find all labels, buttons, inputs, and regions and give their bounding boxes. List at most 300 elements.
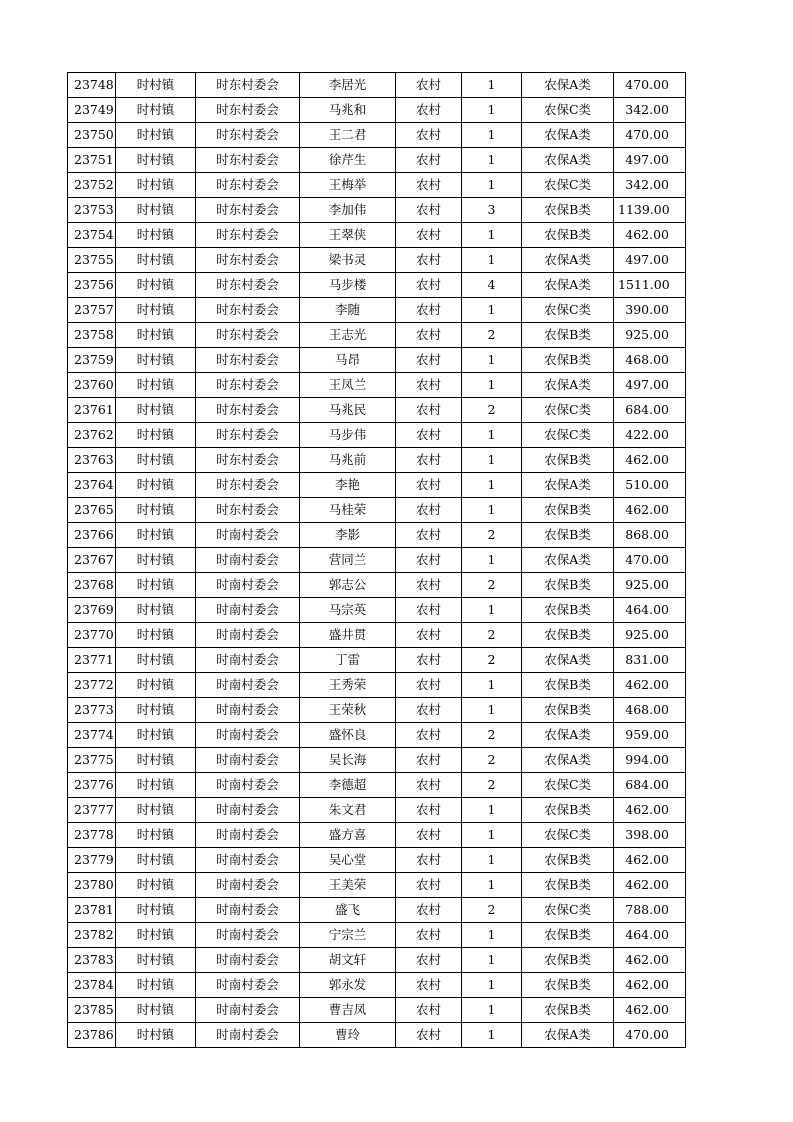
household-count-cell: 1 <box>462 948 522 973</box>
serial-number-cell: 23761 <box>68 398 116 423</box>
area-type-cell: 农村 <box>396 998 462 1023</box>
village-committee-cell: 时东村委会 <box>196 473 300 498</box>
table-body <box>68 73 686 1048</box>
amount-cell: 497.00 <box>614 148 686 173</box>
serial-number-cell: 23774 <box>68 723 116 748</box>
serial-number-cell: 23752 <box>68 173 116 198</box>
insurance-class-cell: 农保B类 <box>522 973 614 998</box>
serial-number-cell: 23757 <box>68 298 116 323</box>
household-count-cell: 1 <box>462 298 522 323</box>
area-type-cell: 农村 <box>396 798 462 823</box>
name-cell: 马步楼 <box>300 273 396 298</box>
table-row <box>68 898 686 923</box>
amount-cell: 470.00 <box>614 548 686 573</box>
village-committee-cell: 时南村委会 <box>196 698 300 723</box>
area-type-cell: 农村 <box>396 923 462 948</box>
household-count-cell: 1 <box>462 848 522 873</box>
name-cell: 李影 <box>300 523 396 548</box>
household-count-cell: 2 <box>462 623 522 648</box>
village-committee-cell: 时东村委会 <box>196 123 300 148</box>
serial-number-cell: 23777 <box>68 798 116 823</box>
insurance-class-cell: 农保B类 <box>522 573 614 598</box>
table-row <box>68 348 686 373</box>
insurance-class-cell: 农保A类 <box>522 1023 614 1048</box>
township-cell: 时村镇 <box>116 448 196 473</box>
serial-number-cell: 23775 <box>68 748 116 773</box>
insurance-class-cell: 农保C类 <box>522 98 614 123</box>
data-table <box>67 72 686 1048</box>
table-row <box>68 248 686 273</box>
village-committee-cell: 时南村委会 <box>196 598 300 623</box>
household-count-cell: 1 <box>462 73 522 98</box>
village-committee-cell: 时南村委会 <box>196 748 300 773</box>
township-cell: 时村镇 <box>116 73 196 98</box>
amount-cell: 868.00 <box>614 523 686 548</box>
table-row <box>68 398 686 423</box>
name-cell: 李德超 <box>300 773 396 798</box>
amount-cell: 925.00 <box>614 573 686 598</box>
amount-cell: 342.00 <box>614 173 686 198</box>
area-type-cell: 农村 <box>396 123 462 148</box>
serial-number-cell: 23759 <box>68 348 116 373</box>
township-cell: 时村镇 <box>116 498 196 523</box>
insurance-class-cell: 农保A类 <box>522 723 614 748</box>
township-cell: 时村镇 <box>116 98 196 123</box>
insurance-class-cell: 农保B类 <box>522 948 614 973</box>
amount-cell: 462.00 <box>614 448 686 473</box>
village-committee-cell: 时南村委会 <box>196 848 300 873</box>
name-cell: 朱文君 <box>300 798 396 823</box>
area-type-cell: 农村 <box>396 748 462 773</box>
village-committee-cell: 时南村委会 <box>196 723 300 748</box>
insurance-class-cell: 农保C类 <box>522 398 614 423</box>
household-count-cell: 1 <box>462 998 522 1023</box>
table-row <box>68 973 686 998</box>
area-type-cell: 农村 <box>396 273 462 298</box>
serial-number-cell: 23783 <box>68 948 116 973</box>
area-type-cell: 农村 <box>396 973 462 998</box>
name-cell: 王二君 <box>300 123 396 148</box>
name-cell: 曹吉凤 <box>300 998 396 1023</box>
amount-cell: 497.00 <box>614 373 686 398</box>
village-committee-cell: 时南村委会 <box>196 998 300 1023</box>
insurance-class-cell: 农保B类 <box>522 223 614 248</box>
household-count-cell: 2 <box>462 773 522 798</box>
table-row <box>68 798 686 823</box>
amount-cell: 510.00 <box>614 473 686 498</box>
amount-cell: 684.00 <box>614 773 686 798</box>
table-row <box>68 623 686 648</box>
household-count-cell: 1 <box>462 173 522 198</box>
insurance-class-cell: 农保A类 <box>522 148 614 173</box>
area-type-cell: 农村 <box>396 298 462 323</box>
amount-cell: 994.00 <box>614 748 686 773</box>
insurance-class-cell: 农保A类 <box>522 648 614 673</box>
area-type-cell: 农村 <box>396 423 462 448</box>
village-committee-cell: 时南村委会 <box>196 1023 300 1048</box>
area-type-cell: 农村 <box>396 373 462 398</box>
village-committee-cell: 时东村委会 <box>196 423 300 448</box>
village-committee-cell: 时东村委会 <box>196 373 300 398</box>
township-cell: 时村镇 <box>116 973 196 998</box>
household-count-cell: 1 <box>462 873 522 898</box>
household-count-cell: 3 <box>462 198 522 223</box>
insurance-class-cell: 农保B类 <box>522 798 614 823</box>
table-row <box>68 123 686 148</box>
amount-cell: 462.00 <box>614 848 686 873</box>
table-row <box>68 848 686 873</box>
township-cell: 时村镇 <box>116 198 196 223</box>
township-cell: 时村镇 <box>116 998 196 1023</box>
household-count-cell: 1 <box>462 598 522 623</box>
amount-cell: 462.00 <box>614 998 686 1023</box>
amount-cell: 398.00 <box>614 823 686 848</box>
table-row <box>68 673 686 698</box>
household-count-cell: 4 <box>462 273 522 298</box>
serial-number-cell: 23758 <box>68 323 116 348</box>
household-count-cell: 2 <box>462 398 522 423</box>
serial-number-cell: 23763 <box>68 448 116 473</box>
amount-cell: 462.00 <box>614 948 686 973</box>
village-committee-cell: 时东村委会 <box>196 173 300 198</box>
serial-number-cell: 23781 <box>68 898 116 923</box>
name-cell: 吴长海 <box>300 748 396 773</box>
amount-cell: 462.00 <box>614 223 686 248</box>
household-count-cell: 1 <box>462 498 522 523</box>
serial-number-cell: 23753 <box>68 198 116 223</box>
village-committee-cell: 时南村委会 <box>196 623 300 648</box>
village-committee-cell: 时东村委会 <box>196 223 300 248</box>
area-type-cell: 农村 <box>396 98 462 123</box>
table-row <box>68 748 686 773</box>
table-row <box>68 873 686 898</box>
township-cell: 时村镇 <box>116 1023 196 1048</box>
area-type-cell: 农村 <box>396 723 462 748</box>
township-cell: 时村镇 <box>116 748 196 773</box>
amount-cell: 468.00 <box>614 348 686 373</box>
serial-number-cell: 23755 <box>68 248 116 273</box>
amount-cell: 831.00 <box>614 648 686 673</box>
village-committee-cell: 时南村委会 <box>196 923 300 948</box>
amount-cell: 470.00 <box>614 73 686 98</box>
insurance-class-cell: 农保B类 <box>522 998 614 1023</box>
amount-cell: 925.00 <box>614 323 686 348</box>
serial-number-cell: 23782 <box>68 923 116 948</box>
household-count-cell: 2 <box>462 573 522 598</box>
amount-cell: 497.00 <box>614 248 686 273</box>
village-committee-cell: 时东村委会 <box>196 448 300 473</box>
amount-cell: 462.00 <box>614 873 686 898</box>
table-row <box>68 273 686 298</box>
township-cell: 时村镇 <box>116 523 196 548</box>
serial-number-cell: 23770 <box>68 623 116 648</box>
area-type-cell: 农村 <box>396 523 462 548</box>
township-cell: 时村镇 <box>116 373 196 398</box>
name-cell: 李随 <box>300 298 396 323</box>
name-cell: 王秀荣 <box>300 673 396 698</box>
name-cell: 胡文轩 <box>300 948 396 973</box>
insurance-class-cell: 农保A类 <box>522 373 614 398</box>
table-row <box>68 373 686 398</box>
insurance-class-cell: 农保B类 <box>522 623 614 648</box>
insurance-class-cell: 农保B类 <box>522 698 614 723</box>
table-row <box>68 148 686 173</box>
name-cell: 王翠侠 <box>300 223 396 248</box>
area-type-cell: 农村 <box>396 573 462 598</box>
area-type-cell: 农村 <box>396 598 462 623</box>
amount-cell: 470.00 <box>614 1023 686 1048</box>
household-count-cell: 1 <box>462 973 522 998</box>
area-type-cell: 农村 <box>396 823 462 848</box>
serial-number-cell: 23780 <box>68 873 116 898</box>
household-count-cell: 2 <box>462 523 522 548</box>
household-count-cell: 1 <box>462 673 522 698</box>
area-type-cell: 农村 <box>396 648 462 673</box>
insurance-class-cell: 农保C类 <box>522 823 614 848</box>
name-cell: 李艳 <box>300 473 396 498</box>
table-row <box>68 698 686 723</box>
insurance-class-cell: 农保B类 <box>522 873 614 898</box>
household-count-cell: 1 <box>462 923 522 948</box>
township-cell: 时村镇 <box>116 298 196 323</box>
serial-number-cell: 23778 <box>68 823 116 848</box>
name-cell: 马兆民 <box>300 398 396 423</box>
serial-number-cell: 23779 <box>68 848 116 873</box>
serial-number-cell: 23762 <box>68 423 116 448</box>
township-cell: 时村镇 <box>116 173 196 198</box>
insurance-class-cell: 农保B类 <box>522 523 614 548</box>
name-cell: 徐芹生 <box>300 148 396 173</box>
household-count-cell: 1 <box>462 148 522 173</box>
area-type-cell: 农村 <box>396 498 462 523</box>
household-count-cell: 1 <box>462 798 522 823</box>
township-cell: 时村镇 <box>116 923 196 948</box>
area-type-cell: 农村 <box>396 398 462 423</box>
amount-cell: 464.00 <box>614 923 686 948</box>
name-cell: 郭永发 <box>300 973 396 998</box>
insurance-class-cell: 农保A类 <box>522 248 614 273</box>
township-cell: 时村镇 <box>116 948 196 973</box>
village-committee-cell: 时东村委会 <box>196 198 300 223</box>
amount-cell: 462.00 <box>614 673 686 698</box>
township-cell: 时村镇 <box>116 423 196 448</box>
township-cell: 时村镇 <box>116 348 196 373</box>
name-cell: 马昂 <box>300 348 396 373</box>
serial-number-cell: 23768 <box>68 573 116 598</box>
household-count-cell: 1 <box>462 423 522 448</box>
village-committee-cell: 时南村委会 <box>196 773 300 798</box>
table-row <box>68 323 686 348</box>
insurance-class-cell: 农保A类 <box>522 748 614 773</box>
township-cell: 时村镇 <box>116 548 196 573</box>
name-cell: 马桂荣 <box>300 498 396 523</box>
township-cell: 时村镇 <box>116 723 196 748</box>
insurance-class-cell: 农保C类 <box>522 173 614 198</box>
area-type-cell: 农村 <box>396 898 462 923</box>
table-row <box>68 573 686 598</box>
name-cell: 马步伟 <box>300 423 396 448</box>
table-row <box>68 823 686 848</box>
name-cell: 马兆和 <box>300 98 396 123</box>
township-cell: 时村镇 <box>116 323 196 348</box>
area-type-cell: 农村 <box>396 548 462 573</box>
household-count-cell: 1 <box>462 248 522 273</box>
insurance-class-cell: 农保A类 <box>522 123 614 148</box>
village-committee-cell: 时东村委会 <box>196 348 300 373</box>
name-cell: 吴心堂 <box>300 848 396 873</box>
serial-number-cell: 23749 <box>68 98 116 123</box>
village-committee-cell: 时东村委会 <box>196 98 300 123</box>
village-committee-cell: 时南村委会 <box>196 798 300 823</box>
table-row <box>68 523 686 548</box>
area-type-cell: 农村 <box>396 323 462 348</box>
name-cell: 李加伟 <box>300 198 396 223</box>
township-cell: 时村镇 <box>116 823 196 848</box>
amount-cell: 464.00 <box>614 598 686 623</box>
township-cell: 时村镇 <box>116 623 196 648</box>
serial-number-cell: 23784 <box>68 973 116 998</box>
amount-cell: 1139.00 <box>614 198 686 223</box>
name-cell: 李居光 <box>300 73 396 98</box>
serial-number-cell: 23751 <box>68 148 116 173</box>
village-committee-cell: 时南村委会 <box>196 523 300 548</box>
insurance-class-cell: 农保C类 <box>522 773 614 798</box>
amount-cell: 462.00 <box>614 498 686 523</box>
serial-number-cell: 23760 <box>68 373 116 398</box>
table-row <box>68 298 686 323</box>
township-cell: 时村镇 <box>116 873 196 898</box>
area-type-cell: 农村 <box>396 73 462 98</box>
name-cell: 郭志公 <box>300 573 396 598</box>
insurance-class-cell: 农保B类 <box>522 923 614 948</box>
township-cell: 时村镇 <box>116 473 196 498</box>
table-row <box>68 73 686 98</box>
name-cell: 盛方喜 <box>300 823 396 848</box>
village-committee-cell: 时东村委会 <box>196 273 300 298</box>
village-committee-cell: 时南村委会 <box>196 823 300 848</box>
household-count-cell: 1 <box>462 823 522 848</box>
insurance-class-cell: 农保B类 <box>522 448 614 473</box>
serial-number-cell: 23756 <box>68 273 116 298</box>
village-committee-cell: 时南村委会 <box>196 898 300 923</box>
serial-number-cell: 23771 <box>68 648 116 673</box>
household-count-cell: 1 <box>462 373 522 398</box>
table-row <box>68 223 686 248</box>
township-cell: 时村镇 <box>116 398 196 423</box>
name-cell: 王荣秋 <box>300 698 396 723</box>
table-row <box>68 1023 686 1048</box>
area-type-cell: 农村 <box>396 473 462 498</box>
table-row <box>68 198 686 223</box>
household-count-cell: 2 <box>462 723 522 748</box>
insurance-class-cell: 农保B类 <box>522 598 614 623</box>
village-committee-cell: 时东村委会 <box>196 148 300 173</box>
household-count-cell: 1 <box>462 123 522 148</box>
village-committee-cell: 时东村委会 <box>196 398 300 423</box>
name-cell: 马宗英 <box>300 598 396 623</box>
name-cell: 马兆前 <box>300 448 396 473</box>
household-count-cell: 2 <box>462 898 522 923</box>
village-committee-cell: 时东村委会 <box>196 248 300 273</box>
insurance-class-cell: 农保B类 <box>522 673 614 698</box>
village-committee-cell: 时南村委会 <box>196 973 300 998</box>
amount-cell: 422.00 <box>614 423 686 448</box>
table-row <box>68 598 686 623</box>
name-cell: 王梅举 <box>300 173 396 198</box>
name-cell: 丁雷 <box>300 648 396 673</box>
insurance-class-cell: 农保A类 <box>522 548 614 573</box>
area-type-cell: 农村 <box>396 448 462 473</box>
insurance-class-cell: 农保A类 <box>522 473 614 498</box>
household-count-cell: 1 <box>462 448 522 473</box>
insurance-class-cell: 农保B类 <box>522 198 614 223</box>
village-committee-cell: 时南村委会 <box>196 873 300 898</box>
table-row <box>68 448 686 473</box>
area-type-cell: 农村 <box>396 673 462 698</box>
household-count-cell: 2 <box>462 748 522 773</box>
area-type-cell: 农村 <box>396 348 462 373</box>
village-committee-cell: 时东村委会 <box>196 498 300 523</box>
serial-number-cell: 23767 <box>68 548 116 573</box>
name-cell: 王美荣 <box>300 873 396 898</box>
name-cell: 盛飞 <box>300 898 396 923</box>
amount-cell: 684.00 <box>614 398 686 423</box>
household-count-cell: 1 <box>462 548 522 573</box>
table-row <box>68 423 686 448</box>
serial-number-cell: 23776 <box>68 773 116 798</box>
serial-number-cell: 23786 <box>68 1023 116 1048</box>
township-cell: 时村镇 <box>116 273 196 298</box>
name-cell: 盛怀良 <box>300 723 396 748</box>
name-cell: 曹玲 <box>300 1023 396 1048</box>
area-type-cell: 农村 <box>396 198 462 223</box>
insurance-class-cell: 农保C类 <box>522 298 614 323</box>
insurance-class-cell: 农保C类 <box>522 423 614 448</box>
area-type-cell: 农村 <box>396 623 462 648</box>
insurance-class-cell: 农保B类 <box>522 323 614 348</box>
village-committee-cell: 时东村委会 <box>196 298 300 323</box>
village-committee-cell: 时南村委会 <box>196 948 300 973</box>
amount-cell: 342.00 <box>614 98 686 123</box>
table-row <box>68 923 686 948</box>
area-type-cell: 农村 <box>396 948 462 973</box>
area-type-cell: 农村 <box>396 148 462 173</box>
township-cell: 时村镇 <box>116 898 196 923</box>
table-row <box>68 723 686 748</box>
area-type-cell: 农村 <box>396 1023 462 1048</box>
amount-cell: 1511.00 <box>614 273 686 298</box>
township-cell: 时村镇 <box>116 698 196 723</box>
village-committee-cell: 时南村委会 <box>196 548 300 573</box>
amount-cell: 462.00 <box>614 798 686 823</box>
serial-number-cell: 23750 <box>68 123 116 148</box>
serial-number-cell: 23764 <box>68 473 116 498</box>
area-type-cell: 农村 <box>396 223 462 248</box>
household-count-cell: 1 <box>462 698 522 723</box>
amount-cell: 470.00 <box>614 123 686 148</box>
name-cell: 王凤兰 <box>300 373 396 398</box>
area-type-cell: 农村 <box>396 773 462 798</box>
area-type-cell: 农村 <box>396 248 462 273</box>
table-row <box>68 648 686 673</box>
township-cell: 时村镇 <box>116 223 196 248</box>
serial-number-cell: 23772 <box>68 673 116 698</box>
insurance-class-cell: 农保C类 <box>522 898 614 923</box>
household-count-cell: 1 <box>462 473 522 498</box>
table-row <box>68 98 686 123</box>
township-cell: 时村镇 <box>116 798 196 823</box>
township-cell: 时村镇 <box>116 848 196 873</box>
